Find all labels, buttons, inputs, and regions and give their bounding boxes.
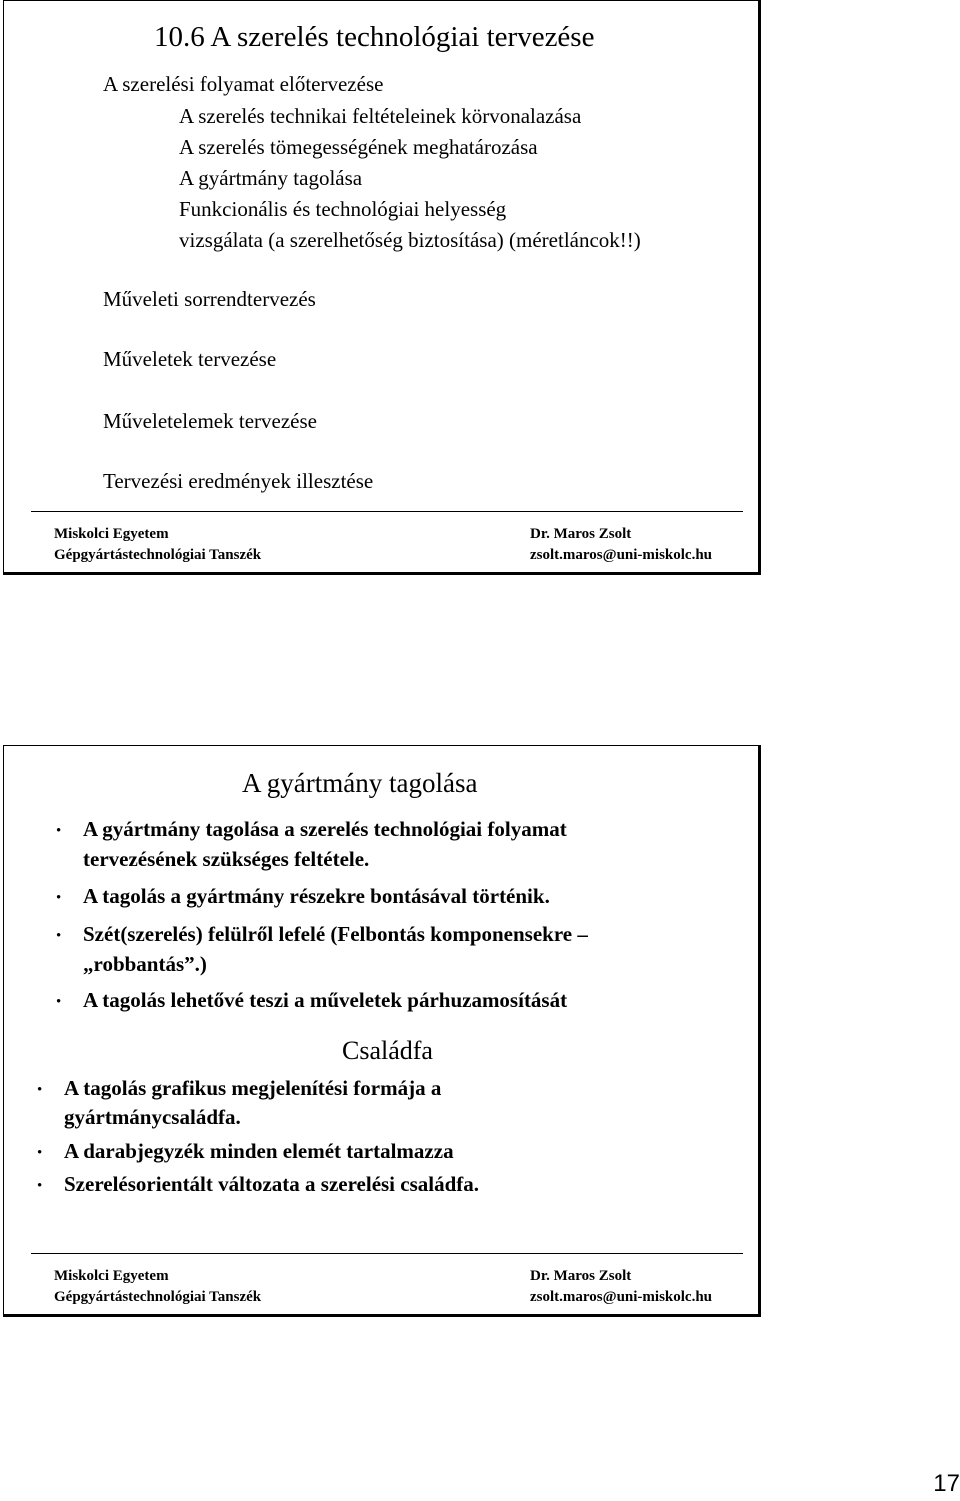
outline-subitem: A szerelés technikai feltételeinek körvonalazása xyxy=(179,104,582,128)
outline-item: Műveletek tervezése xyxy=(103,347,277,371)
bullet-dot: • xyxy=(56,928,62,944)
outline-item: Műveleti sorrendtervezés xyxy=(103,287,316,311)
bullet-text: Szerelésorientált változata a szerelési családfa. xyxy=(64,1172,480,1196)
footer-author: Dr. Maros Zsolt xyxy=(530,1268,632,1284)
bullet-text: A darabjegyzék minden elemét tartalmazza xyxy=(64,1139,454,1163)
bullet-dot: • xyxy=(37,1145,43,1161)
bullet-text: A tagolás grafikus megjelenítési formája a xyxy=(64,1076,442,1100)
outline-item: Tervezési eredmények illesztése xyxy=(103,469,374,493)
bullet-text-cont: tervezésének szükséges feltétele. xyxy=(83,847,370,871)
bullet-text-cont: gyártmánycsaládfa. xyxy=(64,1105,241,1129)
footer-email: zsolt.maros@uni-miskolc.hu xyxy=(530,547,713,563)
bullet-text: A tagolás a gyártmány részekre bontásával történik. xyxy=(83,884,550,908)
section-subtitle: Családfa xyxy=(342,1036,433,1065)
footer-university: Miskolci Egyetem xyxy=(54,1268,169,1284)
footer-department: Gépgyártástechnológiai Tanszék xyxy=(54,1289,262,1305)
footer-author: Dr. Maros Zsolt xyxy=(530,526,632,542)
bullet-dot: • xyxy=(37,1082,43,1098)
footer-email: zsolt.maros@uni-miskolc.hu xyxy=(530,1289,713,1305)
bullet-text: A tagolás lehetővé teszi a műveletek párhuzamosítását xyxy=(83,988,568,1012)
page-number: 17 xyxy=(933,1470,960,1497)
slide-2 xyxy=(3,745,761,1317)
outline-subitem: A gyártmány tagolása xyxy=(179,166,363,190)
bullet-dot: • xyxy=(56,890,62,906)
outline-item: A szerelési folyamat előtervezése xyxy=(103,72,384,96)
outline-subitem: Funkcionális és technológiai helyesség xyxy=(179,197,507,221)
outline-subitem: A szerelés tömegességének meghatározása xyxy=(179,135,538,159)
bullet-text-cont: „robbantás”.) xyxy=(83,952,207,976)
footer-university: Miskolci Egyetem xyxy=(54,526,169,542)
outline-item: Műveletelemek tervezése xyxy=(103,409,317,433)
bullet-dot: • xyxy=(56,823,62,839)
footer-divider xyxy=(31,511,743,512)
footer-divider xyxy=(31,1253,743,1254)
slide-title: 10.6 A szerelés technológiai tervezése xyxy=(154,21,595,53)
slide-1 xyxy=(3,0,761,575)
outline-subitem: vizsgálata (a szerelhetőség biztosítása) (méretláncok!!) xyxy=(179,228,641,252)
bullet-dot: • xyxy=(56,994,62,1010)
footer-department: Gépgyártástechnológiai Tanszék xyxy=(54,547,262,563)
bullet-dot: • xyxy=(37,1178,43,1194)
slide-title: A gyártmány tagolása xyxy=(242,768,478,798)
bullet-text: A gyártmány tagolása a szerelés technológiai folyamat xyxy=(83,817,567,841)
bullet-text: Szét(szerelés) felülről lefelé (Felbontás komponensekre – xyxy=(83,922,588,946)
